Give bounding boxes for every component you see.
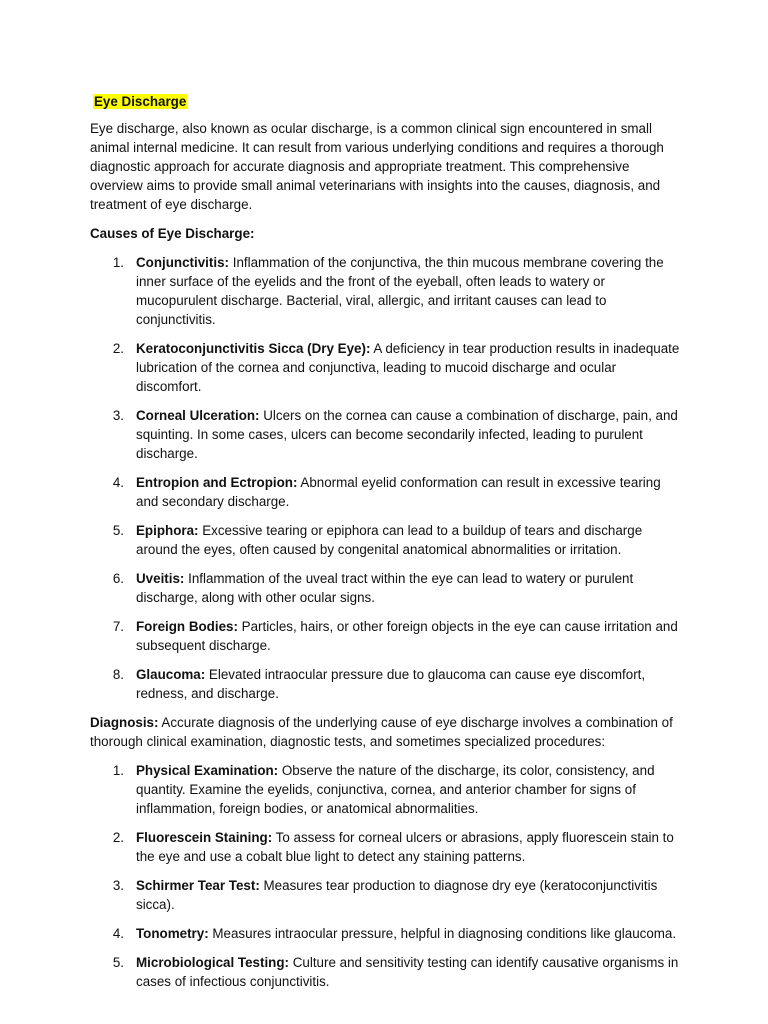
diagnosis-paragraph [90, 713, 680, 751]
list-term: Microbiological Testing: [136, 955, 290, 970]
list-text: Measures tear production to diagnose dry eye (keratoconjunctivitis sicca). [136, 878, 658, 912]
list-text: Observe the nature of the discharge, its color, consistency, and quantity. Examine the eyelids, conjunctiva, cornea, and anterior chamber for signs of inflammation, foreign bodies, or anatomical abnormalities. [136, 763, 655, 816]
list-number: 5. [112, 955, 124, 970]
list-number: 4. [112, 475, 124, 490]
list-text: Abnormal eyelid conformation can result in excessive tearing and secondary discharge. [136, 475, 661, 509]
list-item [90, 569, 680, 607]
list-term: Corneal Ulceration: [136, 408, 260, 423]
list-term: Physical Examination: [136, 763, 279, 778]
list-term: Epiphora: [136, 523, 199, 538]
causes-heading: Causes of Eye Discharge: [90, 226, 255, 241]
list-item [90, 876, 680, 914]
list-item [90, 828, 680, 866]
list-term: Fluorescein Staining: [136, 830, 273, 845]
diagnosis-label: Diagnosis: [90, 715, 159, 730]
list-term: Tonometry: [136, 926, 209, 941]
list-text: To assess for corneal ulcers or abrasions, apply fluorescein stain to the eye and use a cobalt blue light to detect any staining patterns. [136, 830, 674, 864]
list-text: Culture and sensitivity testing can identify causative organisms in cases of infectious conjunctivitis. [136, 955, 679, 989]
list-text: Inflammation of the uveal tract within the eye can lead to watery or purulent discharge, along with other ocular signs. [136, 571, 634, 605]
list-item [90, 617, 680, 655]
list-number: 2. [112, 341, 124, 356]
list-number: 2. [112, 830, 124, 845]
list-number: 4. [112, 926, 124, 941]
list-item [90, 761, 680, 818]
list-number: 1. [112, 255, 124, 270]
list-item [90, 406, 680, 463]
diagnosis-list [90, 761, 680, 991]
list-item [90, 953, 680, 991]
list-term: Schirmer Tear Test: [136, 878, 260, 893]
list-number: 5. [112, 523, 124, 538]
list-text: Excessive tearing or epiphora can lead to a buildup of tears and discharge around the eyes, often caused by congenital anatomical abnormalities or irritation. [136, 523, 643, 557]
list-item [90, 253, 680, 329]
list-text: Inflammation of the conjunctiva, the thin mucous membrane covering the inner surface of the eyelids and the front of the eyeball, often leads to watery or mucopurulent discharge. Bacterial, viral, allergic, and irritant causes can lead to conjunctivitis. [136, 255, 664, 327]
list-term: Glaucoma: [136, 667, 206, 682]
page-title: Eye Discharge [94, 94, 187, 109]
list-number: 3. [112, 408, 124, 423]
list-number: 1. [112, 763, 124, 778]
list-item [90, 924, 680, 943]
list-item [90, 473, 680, 511]
list-item [90, 665, 680, 703]
list-number: 8. [112, 667, 124, 682]
list-text: Elevated intraocular pressure due to glaucoma can cause eye discomfort, redness, and discharge. [136, 667, 646, 701]
list-text: A deficiency in tear production results in inadequate lubrication of the cornea and conjunctiva, leading to mucoid discharge and ocular discomfort. [136, 341, 680, 394]
intro-paragraph: Eye discharge, also known as ocular discharge, is a common clinical sign encountered in small animal internal medicine. It can result from various underlying conditions and requires a thorough diagnostic approach for accurate diagnosis and appropriate treatment. This comprehensive overview aims to provide small animal veterinarians with insights into the causes, diagnosis, and treatment of eye discharge. [90, 121, 664, 212]
list-text: Ulcers on the cornea can cause a combination of discharge, pain, and squinting. In some cases, ulcers can become secondarily infected, leading to purulent discharge. [136, 408, 678, 461]
list-text: Measures intraocular pressure, helpful in diagnosing conditions like glaucoma. [208, 926, 677, 941]
list-term: Entropion and Ectropion: [136, 475, 298, 490]
list-number: 7. [112, 619, 124, 634]
causes-list [90, 253, 680, 703]
list-term: Foreign Bodies: [136, 619, 238, 634]
document-content [90, 92, 680, 1001]
list-item [90, 521, 680, 559]
list-number: 3. [112, 878, 124, 893]
list-item [90, 339, 680, 396]
title-block [93, 92, 680, 111]
list-term: Keratoconjunctivitis Sicca (Dry Eye): [136, 341, 371, 356]
list-text: Particles, hairs, or other foreign objects in the eye can cause irritation and subsequent discharge. [136, 619, 678, 653]
list-term: Conjunctivitis: [136, 255, 229, 270]
list-number: 6. [112, 571, 124, 586]
list-term: Uveitis: [136, 571, 185, 586]
diagnosis-text: Accurate diagnosis of the underlying cause of eye discharge involves a combination of thorough clinical examination, diagnostic tests, and sometimes specialized procedures: [90, 715, 673, 749]
